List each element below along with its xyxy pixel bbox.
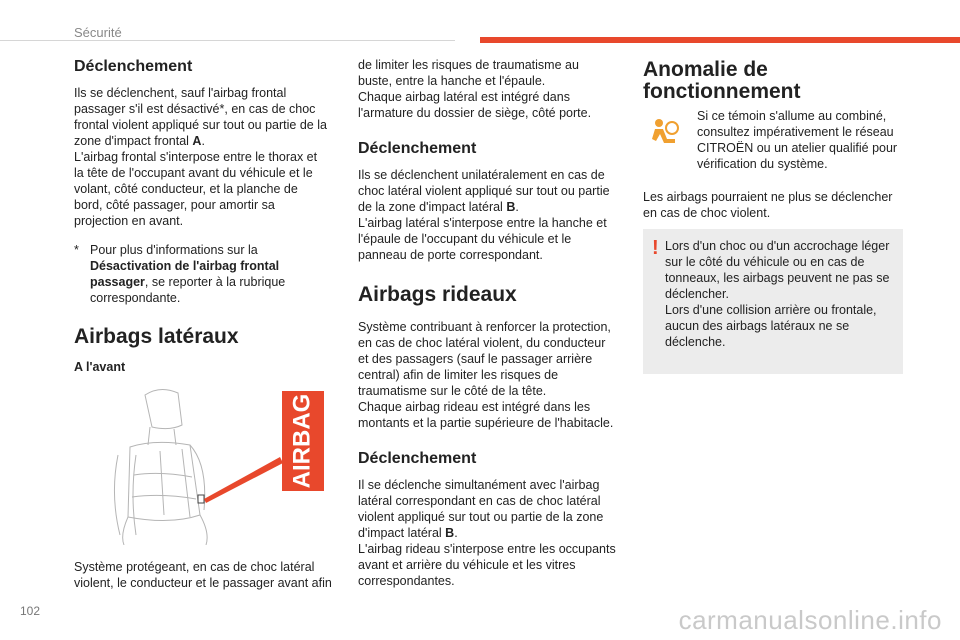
heading-declenchement-1: Déclenchement [74,58,193,75]
footnote-text: Pour plus d'informations sur la Désactivation de l'airbag frontal passager, se reporter à la rubrique correspondante. [90,243,286,305]
warning-text [665,238,897,350]
title-airbags-lateraux: Airbags latéraux [74,325,239,348]
paragraph-armature: Chaque airbag latéral est intégré dans l'armature du dossier de siège, côté porte. [358,90,592,120]
heading-declenchement-3: Déclenchement [358,450,477,467]
warning-paragraph-1: Lors d'un choc ou d'un accrochage léger sur le côté du véhicule ou en cas de tonneaux, les airbags peuvent ne pas se déclencher. [665,239,890,301]
paragraph-systeme: Système protégeant, en cas de choc latéral violent, le conducteur et le passager avant afin [74,560,332,590]
footnote-star: * [74,243,79,257]
warning-paragraph-2: Lors d'une collision arrière ou frontale, aucun des airbags latéraux ne se déclenche. [665,303,877,349]
title-airbags-rideaux: Airbags rideaux [358,283,517,306]
heading-declenchement-2: Déclenchement [358,140,477,157]
seat-airbag-illustration [100,385,340,545]
footnote [74,242,324,306]
paragraph-frontal-2: L'airbag frontal s'interpose entre le thorax et la tête de l'occupant avant du véhicule et le volant, côté conducteur, et la planche de bord, côté passager, pour amortir sa projection en avant. [74,150,318,228]
header-accent-bar [480,37,960,43]
airbag-warning-icon [647,115,681,149]
paragraph-lateral: Ils se déclenchent unilatéralement en cas de choc latéral violent appliqué sur tout ou partie de la zone d'impact latéral B. [358,168,610,214]
title-anomalie: Anomalie de fonctionnement [643,58,801,103]
column-1 [74,57,329,229]
paragraph-rideaux-2: Chaque airbag rideau est intégré dans les montants et la partie supérieure de l'habitacle. [358,400,614,430]
paragraph-anomalie: Les airbags pourraient ne plus se déclencher en cas de choc violent. [643,190,893,220]
paragraph-lateral-2: L'airbag latéral s'interpose entre la hanche et l'épaule de l'occupant du véhicule et le panneau de porte correspondant. [358,216,607,262]
page-number: 102 [20,604,41,618]
paragraph-buste: de limiter les risques de traumatisme au buste, entre la hanche et l'épaule. [358,58,579,88]
watermark: carmanualsonline.info [678,605,942,635]
warning-exclamation-icon: ! [652,237,659,259]
header-section: Sécurité [74,25,122,40]
paragraph-rideaux: Système contribuant à renforcer la protection, en cas de choc latéral violent, du conducteur et des passagers (sauf le passager arrière central) afin de limiter les risques de traumatisme sur le côté de la tête. [358,320,611,398]
paragraph-temoin: Si ce témoin s'allume au combiné, consultez impérativement le réseau CITROËN ou un atelier qualifié pour vérification du système. [697,109,898,171]
paragraph-rideau-declenche: Il se déclenche simultanément avec l'airbag latéral correspondant en cas de choc latéral violent appliqué sur tout ou partie de la zone d'impact latéral B. [358,478,604,540]
paragraph-rideau-2: L'airbag rideau s'interpose entre les occupants avant et arrière du véhicule et les vitres correspondantes. [358,542,616,588]
airbag-label: AIRBAG [288,393,316,489]
header-rule [0,40,455,41]
subtitle-avant: A l'avant [74,360,126,374]
paragraph-frontal: Ils se déclenchent, sauf l'airbag frontal passager s'il est désactivé*, en cas de choc frontal violent appliqué sur tout ou partie de la zone d'impact frontal A. [74,86,327,148]
column-2 [358,57,616,589]
